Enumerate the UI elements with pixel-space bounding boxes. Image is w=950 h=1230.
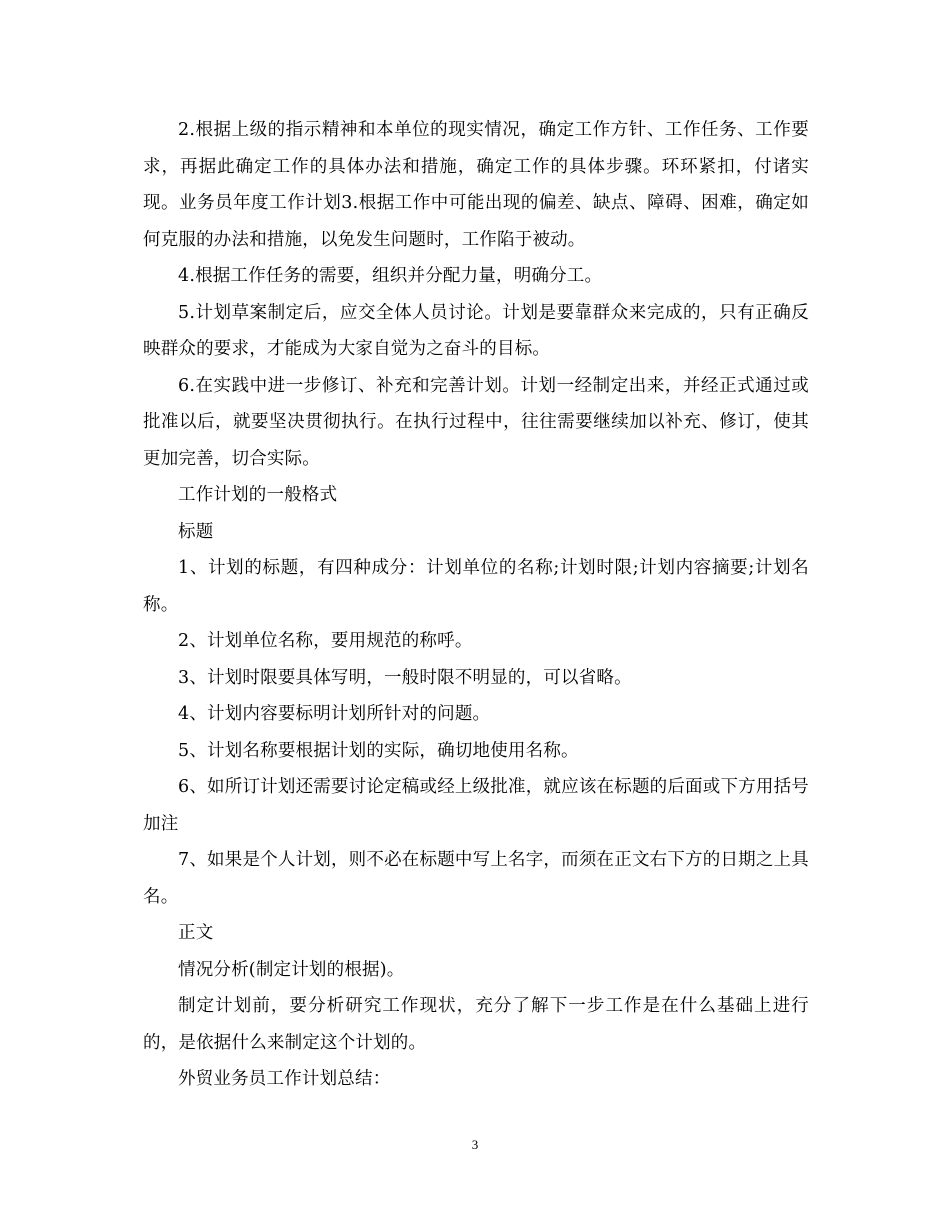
title-rule-2: 2、计划单位名称，要用规范的称呼。: [178, 631, 473, 651]
summary-heading: 外贸业务员工作计划总结：: [178, 1069, 391, 1089]
subheading-body: 正文: [178, 923, 214, 943]
title-rule-3: 3、计划时限要具体写明，一般时限不明显的，可以省略。: [178, 667, 632, 688]
body-situation-analysis: 情况分析(制定计划的根据)。: [178, 959, 405, 980]
title-rule-7: 7、如果是个人计划，则不必在标题中写上名字，而须在正文右下方的日期之上具名。: [143, 850, 809, 907]
paragraph-principle-6: 6.在实践中进一步修订、补充和完善计划。计划一经制定出来，并经正式通过或批准以后，就要坚决贯彻执行。在执行过程中，往往需要继续加以补充、修订，使其更加完善，切合实际。: [143, 375, 809, 469]
section-heading-format: 工作计划的一般格式: [178, 485, 338, 505]
title-rule-1: 1、计划的标题，有四种成分：计划单位的名称;计划时限;计划内容摘要;计划名称。: [143, 558, 809, 615]
paragraph-principle-4: 4.根据工作任务的需要，组织并分配力量，明确分工。: [178, 266, 603, 286]
title-rule-5: 5、计划名称要根据计划的实际，确切地使用名称。: [178, 740, 579, 761]
title-rule-6: 6、如所订计划还需要讨论定稿或经上级批准，就应该在标题的后面或下方用括号加注: [143, 777, 809, 834]
title-rule-4: 4、计划内容要标明计划所针对的问题。: [178, 704, 491, 724]
page-number: 3: [471, 1137, 479, 1152]
body-analysis-text: 制定计划前，要分析研究工作现状，充分了解下一步工作是在什么基础上进行的，是依据什么来制定这个计划的。: [143, 996, 809, 1053]
paragraph-principle-2: 2.根据上级的指示精神和本单位的现实情况，确定工作方针、工作任务、工作要求，再据此确定工作的具体办法和措施，确定工作的具体步骤。环环紧扣，付诸实现。业务员年度工作计划3.根据工作中可能出现的偏差、缺点、障碍、困难，确定如何克服的办法和措施，以免发生问题时，工作陷于被动。: [143, 120, 809, 250]
paragraph-principle-5: 5.计划草案制定后，应交全体人员讨论。计划是要靠群众来完成的，只有正确反映群众的要求，才能成为大家自觉为之奋斗的目标。: [143, 302, 809, 359]
document-body: [143, 112, 809, 1098]
subheading-title: 标题: [178, 521, 214, 542]
